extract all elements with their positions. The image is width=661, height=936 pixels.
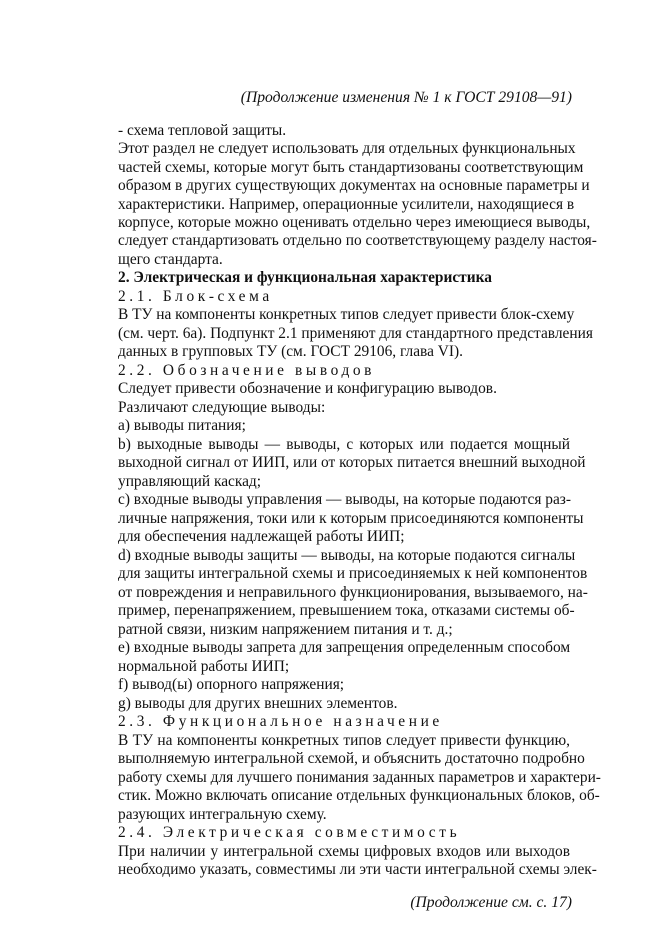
text-line: работу схемы для лучшего понимания заданных параметров и характери- [118, 769, 601, 786]
list-item: с) входные выводы управления — выводы, на которые подаются раз- [118, 491, 571, 508]
text-line: управляющий каскад; [118, 473, 262, 490]
text-line: - схема тепловой защиты. [118, 122, 287, 139]
text-line: следует стандартизовать отдельно по соответствующему разделу настоя- [118, 232, 597, 249]
list-item: а) выводы питания; [118, 417, 246, 434]
text-line: необходимо указать, совместимы ли эти части интегральной схемы элек- [118, 861, 597, 878]
text-line: стик. Можно включать описание отдельных функциональных блоков, об- [118, 787, 600, 804]
list-item: b) выходные выводы — выводы, с которых или подается мощный [118, 436, 570, 453]
list-item: d) входные выводы защиты — выводы, на которые подаются сигналы [118, 547, 576, 564]
text-line: щего стандарта. [118, 251, 223, 268]
running-header: (Продолжение изменения № 1 к ГОСТ 29108—91) [240, 89, 572, 106]
text-line: для защиты интегральной схемы и присоединяемых к ней компонентов [118, 565, 588, 582]
section-heading: 2. Электрическая и функциональная характеристика [118, 269, 492, 286]
text-line: образом в других существующих документах на основные параметры и [118, 177, 590, 194]
text-line: Различают следующие выводы: [118, 399, 326, 416]
text-line: личные напряжения, токи или к которым присоединяются компоненты [118, 510, 584, 527]
text-line: В ТУ на компоненты конкретных типов следует привести функцию, [118, 732, 570, 749]
text-line: нормальной работы ИИП; [118, 658, 290, 675]
subsection-heading: 2.2. Обозначение выводов [118, 362, 376, 379]
text-line: При наличии у интегральной схемы цифровых входов или выходов [118, 843, 570, 860]
list-item: е) входные выводы запрета для запрещения определенным способом [118, 639, 571, 656]
text-line: для обеспечения надлежащей работы ИИП; [118, 528, 405, 545]
running-footer: (Продолжение см. с. 17) [410, 894, 572, 911]
text-line: (см. черт. 6а). Подпункт 2.1 применяют для стандартного представления [118, 325, 593, 342]
text-line: данных в групповых ТУ (см. ГОСТ 29106, глава VI). [118, 343, 463, 360]
text-line: корпусе, которые можно оценивать отдельно через имеющиеся выводы, [118, 214, 591, 231]
subsection-heading: 2.3. Функциональное назначение [118, 713, 443, 730]
text-line: выходной сигнал от ИИП, или от которых питается внешний выходной [118, 454, 586, 471]
subsection-heading: 2.1. Блок-схема [118, 288, 273, 305]
text-line: характеристики. Например, операционные усилители, находящиеся в [118, 196, 575, 213]
text-line: Этот раздел не следует использовать для отдельных функциональных [118, 140, 576, 157]
text-line: Следует привести обозначение и конфигурацию выводов. [118, 380, 497, 397]
text-line: от повреждения и неправильного функционирования, вызываемого, на- [118, 584, 588, 601]
text-line: ратной связи, низким напряжением питания и т. д.; [118, 621, 453, 638]
text-line: пример, перенапряжением, превышением тока, отказами системы об- [118, 602, 575, 619]
list-item: g) выводы для других внешних элементов. [118, 695, 398, 712]
text-line: В ТУ на компоненты конкретных типов следует привести блок-схему [118, 306, 575, 323]
text-line: разующих интегральную схему. [118, 806, 327, 823]
text-line: частей схемы, которые могут быть стандартизованы соответствующим [118, 159, 584, 176]
subsection-heading: 2.4. Электрическая совместимость [118, 824, 461, 841]
text-line: выполняемую интегральной схемой, и объяснить достаточно подробно [118, 750, 585, 767]
list-item: f) вывод(ы) опорного напряжения; [118, 676, 345, 693]
